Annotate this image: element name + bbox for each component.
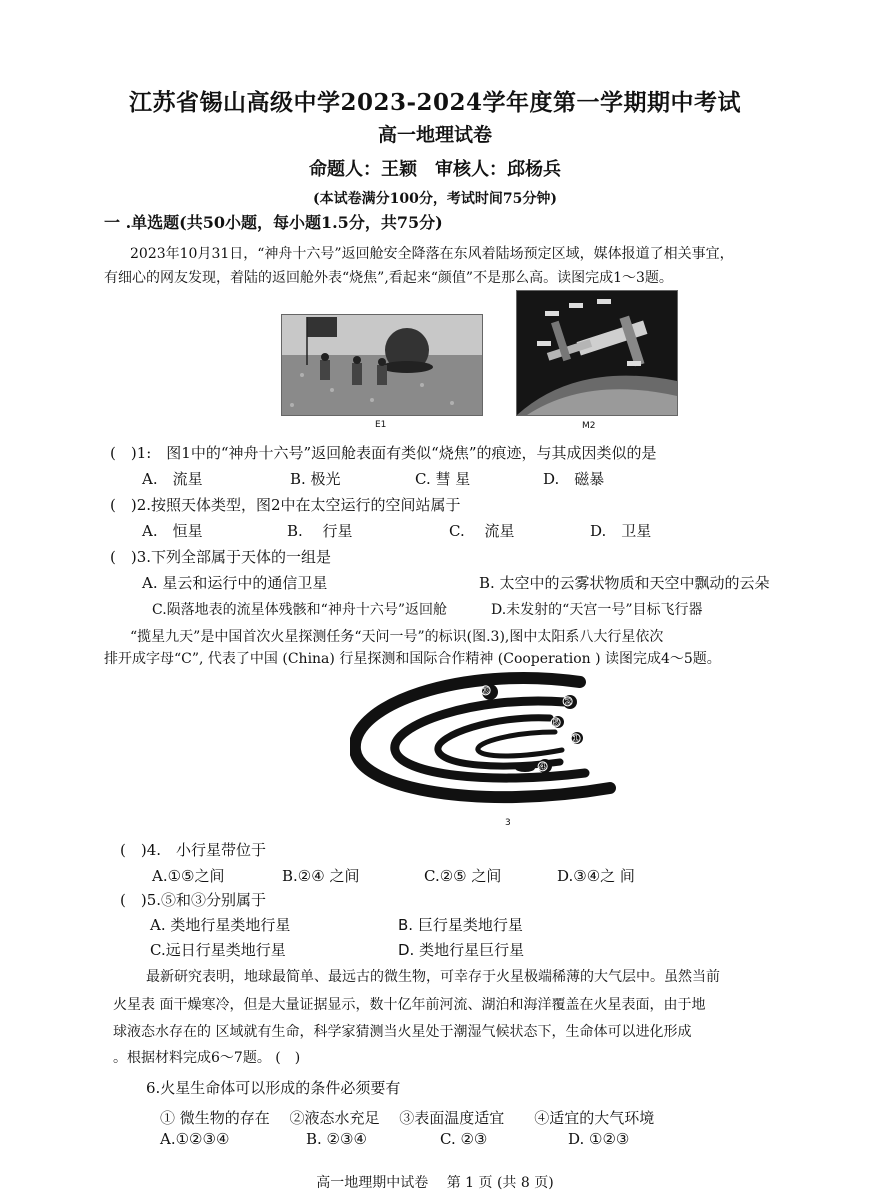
passage3-line1: 最新研究表明，地球最简单、最远古的微生物，可幸存于火星极端稀薄的大气层中。虽然当前 [146,969,720,985]
q1-option-a: A. 流星 [142,470,203,488]
orbit-label-4: ④ [537,760,549,775]
q3-option-d: D.未发射的“天宫一号”目标飞行器 [491,602,703,618]
q2-option-d: D. 卫星 [590,522,652,540]
q6-option-a: A.①②③④ [160,1130,230,1148]
q1-option-b: B. 极光 [290,470,341,488]
q4-option-b: B.②④ 之间 [282,867,360,885]
q6-option-b: B. ②③④ [306,1130,367,1148]
figure1-caption: E1 [375,420,387,430]
passage1-line1: 2023年10月31日，“神舟十六号”返回舱安全降落在东风着陆场预定区域，媒体报道了相关事宜， [130,246,734,262]
q5-option-b: B. 巨行星类地行星 [398,916,523,934]
exam-info: (本试卷满分100分，考试时间75分钟) [313,191,557,207]
q5-option-d: D. 类地行星巨行星 [398,941,525,959]
q4-option-d: D.③④之 间 [557,867,635,885]
section-heading: 一 .单选题(共50小题，每小题1.5分，共75分) [104,213,443,232]
q6-statements: ① 微生物的存在 ②液态水充足 ③表面温度适宜 ④适宜的大气环境 [160,1109,655,1127]
figure3-solar-system-logo [350,670,650,810]
q2-option-b: B. 行星 [287,522,353,540]
q5-option-a: A. 类地行星类地行星 [150,916,291,934]
question-3-stem: ( )3.下列全部属于天体的一组是 [110,548,332,566]
passage1-line2: 有细心的网友发现，着陆的返回舱外表“烧焦”,看起来“颜值”不是那么高。读图完成1～3题。 [104,270,673,286]
q2-option-a: A. 恒星 [142,522,203,540]
q1-option-c: C. 彗 星 [415,470,471,488]
q2-option-c: C. 流星 [449,522,515,540]
question-1-stem: ( )1: 图1中的“神舟十六号”返回舱表面有类似“烧焦”的痕迹，与其成因类似的是 [110,444,657,462]
q5-option-c: C.远日行星类地行星 [150,941,286,959]
figure1-landing-photo [281,314,483,416]
figure2-space-station-photo [516,290,678,416]
passage2-line2: 排开成字母“C”, 代表了中国 (China) 行星探测和国际合作精神 (Cooperation ) 读图完成4～5题。 [104,651,721,667]
passage2-line1: “揽星九天”是中国首次火星探测任务“天问一号”的标识(图.3),图中太阳系八大行星依次 [130,629,664,645]
q3-option-b: B. 太空中的云雾状物质和天空中飘动的云朵 [479,574,770,592]
q3-option-c: C.陨落地表的流星体残骸和“神舟十六号”返回舱 [152,602,447,618]
orbit-label-5: ⑤ [550,716,562,731]
passage3-line2: 火星表 面干燥寒冷，但是大量证据显示，数十亿年前河流、湖泊和海洋覆盖在火星表面，由于地 [113,997,706,1013]
q4-option-a: A.①⑤之间 [152,867,225,885]
question-2-stem: ( )2.按照天体类型，图2中在太空运行的空间站属于 [110,496,461,514]
authors-line: 命题人：王颖 审核人：邱杨兵 [309,159,561,180]
figure2-caption: M2 [582,421,596,431]
orbit-label-2: ② [562,695,574,710]
q1-option-d: D. 磁暴 [543,470,605,488]
question-6-stem: 6.火星生命体可以形成的条件必须要有 [146,1079,401,1097]
passage3-line4: 。根据材料完成6～7题。 ( ) [113,1050,301,1066]
subject-title: 高一地理试卷 [377,124,492,146]
orbit-label-3: ③ [480,684,492,699]
figure3-caption: 3 [505,818,511,828]
q3-option-a: A. 星云和运行中的通信卫星 [142,574,328,592]
question-5-stem: ( )5.⑤和③分别属于 [120,891,267,909]
passage3-line3: 球液态水存在的 区域就有生命，科学家猜测当火星处于潮湿气候状态下，生命体可以进化形成 [113,1024,692,1040]
page-footer: 高一地理期中试卷 第 1 页 (共 8 页) [316,1175,554,1191]
orbit-label-1: ① [570,732,582,747]
q6-option-d: D. ①②③ [568,1130,630,1148]
q4-option-c: C.②⑤ 之间 [424,867,502,885]
question-4-stem: ( )4. 小行星带位于 [120,841,267,859]
exam-title: 江苏省锡山高级中学2023-2024学年度第一学期期中考试 [128,89,742,116]
q6-option-c: C. ②③ [440,1130,488,1148]
